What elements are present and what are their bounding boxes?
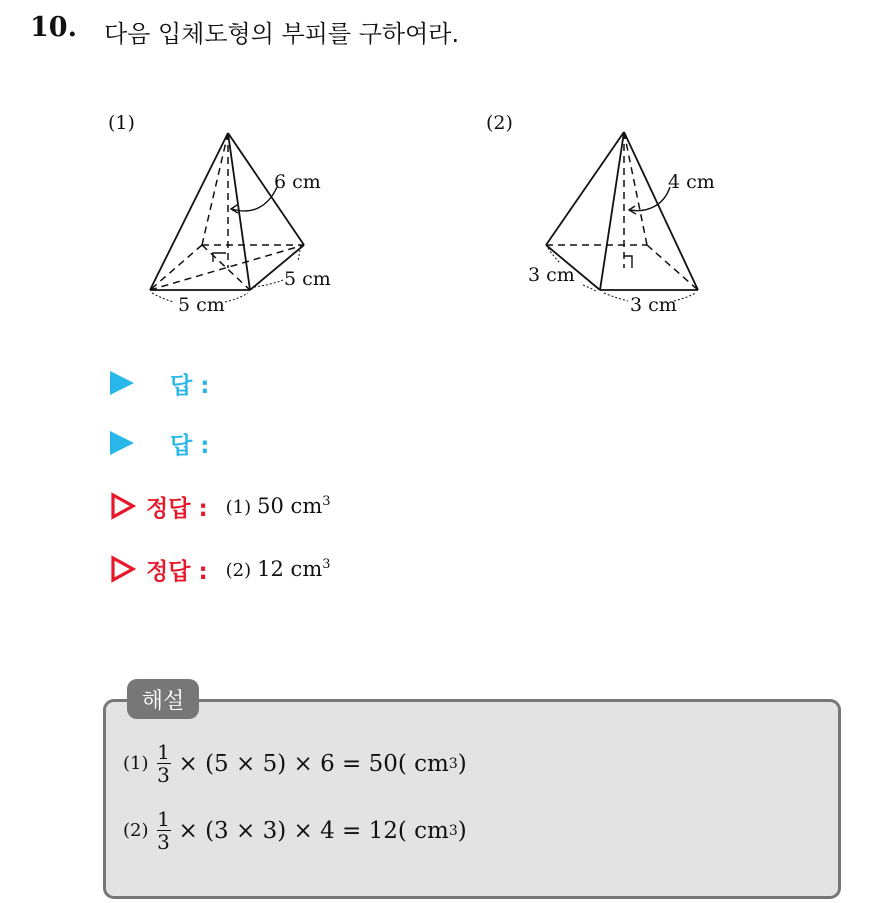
figure-2-label: (2): [486, 112, 513, 134]
explanation-line-2: (2) $\frac{1}{3}$ × (3 × 3) × 4 = 12( cm 3 ): [123, 807, 467, 854]
figure-2-pyramid: [520, 125, 720, 325]
question-number: 10.: [30, 12, 77, 43]
correct-value: (2) 12 $cm^3$: [225, 557, 331, 581]
correct-answer-2: [110, 552, 331, 586]
outline-arrow-icon: [110, 555, 136, 583]
figure-2-slant-label: 4 cm: [668, 171, 715, 193]
figure-1-slant-label: 6 cm: [274, 171, 321, 193]
correct-label: 정답 :: [146, 558, 208, 585]
figure-2-base-label: 3 cm: [630, 294, 677, 316]
play-arrow-icon: [110, 431, 134, 455]
explanation-line-1: (1) $\frac{1}{3}$ × (5 × 5) × 6 = 50( cm 3 ): [123, 740, 467, 787]
figure-1-base-label: 5 cm: [178, 294, 225, 316]
correct-label: 정답 :: [146, 495, 208, 522]
fraction: $\frac{1}{3}$: [157, 807, 170, 854]
explanation-box: [103, 699, 841, 899]
answer-blank-1: [110, 366, 209, 400]
answer-blank-2: [110, 426, 209, 460]
correct-value: (1) 50 $cm^3$: [225, 494, 331, 518]
fraction: $\frac{1}{3}$: [157, 740, 170, 787]
figure-2-depth-label: 3 cm: [528, 264, 575, 286]
correct-answer-1: [110, 489, 331, 523]
play-arrow-icon: [110, 371, 134, 395]
explanation-tab: 해설: [127, 679, 199, 719]
figure-1-depth-label: 5 cm: [284, 268, 331, 290]
figure-1-label: (1): [108, 112, 135, 134]
question-text: 다음 입체도형의 부피를 구하여라.: [104, 20, 460, 48]
outline-arrow-icon: [110, 492, 136, 520]
answer-label: 답 :: [170, 372, 210, 399]
answer-label: 답 :: [170, 432, 210, 459]
figure-1-pyramid: [140, 125, 340, 325]
